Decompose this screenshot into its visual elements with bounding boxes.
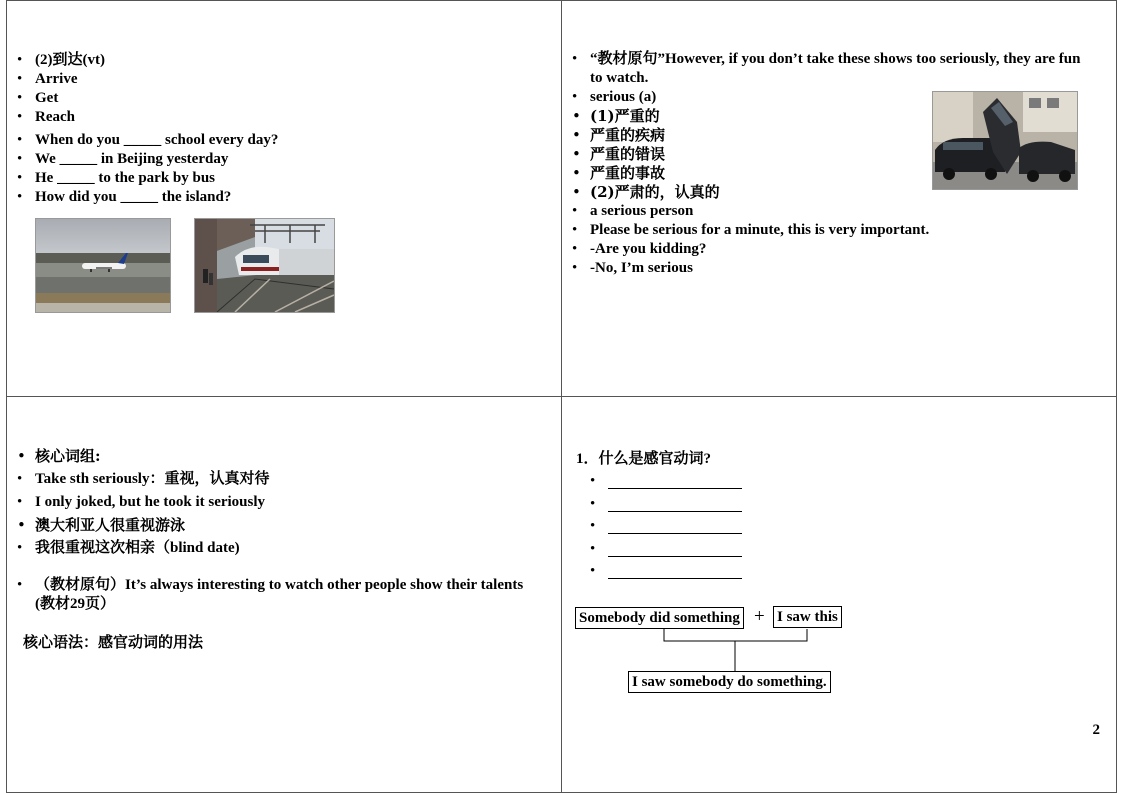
slide-panel-phrases [6,396,562,793]
list-item: • (2)严肃的，认真的 [568,183,1088,202]
list-item: • “教材原句”However, if you don’t take these shows too seriously, they are fun to watch. [568,50,1088,88]
list-item: • Reach [13,108,553,127]
core-grammar-label: 核心语法：感官动词的用法 [23,633,204,651]
sentence-box-somebody-did: Somebody did something [575,607,744,629]
list-item: • 核心词组: [13,445,533,468]
list-item: • (1)严重的 [568,107,1088,126]
sentence-box-result: I saw somebody do something. [628,671,831,693]
plus-sign: + [754,606,765,627]
car-accident-photo [932,91,1078,190]
list-item: • serious (a) [568,88,1088,107]
phrases-bullet-list [13,445,533,614]
list-item: • 我很重视这次相亲（blind date) [13,537,533,560]
list-item: • 严重的错误 [568,145,1088,164]
list-item: • 澳大利亚人很重视游泳 [13,514,533,537]
list-item: • Arrive [13,70,553,89]
page-number: 2 [1092,722,1100,738]
list-item: • Take sth seriously：重视，认真对待 [13,468,533,491]
list-item: • （教材原句）It’s always interesting to watch other people show their talents (教材29页） [13,576,533,614]
list-item: • 严重的疾病 [568,126,1088,145]
airplane-photo [35,218,171,313]
list-item: • a serious person [568,202,1088,221]
list-item: • When do you _____ school every day? [13,131,553,150]
slide-panel-sense-verbs [561,396,1117,793]
list-item: • How did you _____ the island? [13,188,553,207]
slide-panel-serious [561,0,1117,397]
list-item: • (2)到达(vt) [13,51,553,70]
list-item: • Please be serious for a minute, this is very important. [568,221,1088,240]
list-item: • He _____ to the park by bus [13,169,553,188]
list-item: • -No, I’m serious [568,259,1088,278]
list-item: • Get [13,89,553,108]
sentence-box-i-saw-this: I saw this [773,606,842,628]
list-item: • -Are you kidding? [568,240,1088,259]
arrive-bullet-list [13,51,553,207]
list-item: • I only joked, but he took it seriously [13,491,533,514]
question-heading: 1．什么是感官动词? [576,451,712,467]
slide-panel-arrive [6,0,562,397]
combine-bracket-lines [562,397,1118,794]
list-item: • 严重的事故 [568,164,1088,183]
train-station-photo [194,218,335,313]
list-item: • We _____ in Beijing yesterday [13,150,553,169]
